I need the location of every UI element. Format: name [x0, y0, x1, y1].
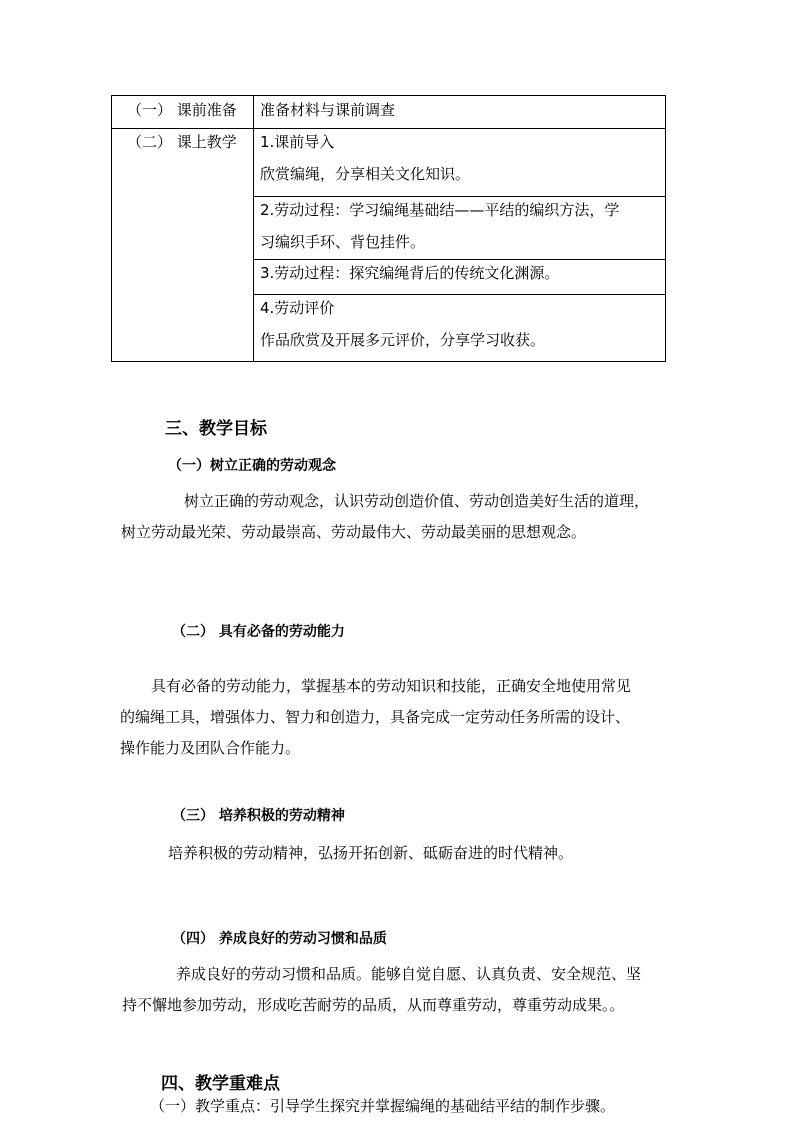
goal-paragraph-line: 持不懈地参加劳动，形成吃苦耐劳的品质，从而尊重劳动，尊重劳动成果。。 — [122, 996, 625, 1014]
step-text: 习编织手环、背包挂件。 — [260, 233, 426, 251]
section-heading: 三、教学目标 — [165, 419, 267, 439]
table-column-divider — [253, 95, 254, 361]
goal-paragraph-line: 具有必备的劳动能力，掌握基本的劳动知识和技能，正确安全地使用常见 — [151, 677, 632, 695]
goal-paragraph-line: 的编绳工具，增强体力、智力和创造力，具备完成一定劳动任务所需的设计、 — [120, 708, 631, 726]
step-detail: 作品欣赏及开展多元评价，分享学习收获。 — [260, 331, 546, 349]
key-point-line: （一）教学重点：引导学生探究并掌握编绳的基础结平结的制作步骤。 — [150, 1097, 616, 1115]
goal-heading: （二） 具有必备的劳动能力 — [172, 624, 345, 640]
table-phase-cell: （二） 课上教学 — [127, 133, 237, 151]
table-step-divider — [253, 196, 665, 197]
table-content-cell: 准备材料与课前调查 — [260, 101, 396, 119]
table-step-divider — [253, 259, 665, 260]
goal-heading: （三） 培养积极的劳动精神 — [172, 808, 345, 824]
table-step-divider — [253, 294, 665, 295]
goal-paragraph-line: 养成良好的劳动习惯和品质。能够自觉自愿、认真负责、安全规范、坚 — [176, 965, 642, 983]
goal-paragraph-line: 树立正确的劳动观念，认识劳动创造价值、劳动创造美好生活的道理， — [184, 492, 650, 510]
step-title: 1.课前导入 — [260, 133, 335, 151]
table-row-divider — [111, 128, 665, 129]
step-text: 2.劳动过程：学习编绳基础结——平结的编织方法，学 — [260, 201, 620, 219]
section-heading: 四、教学重难点 — [161, 1074, 280, 1094]
goal-paragraph-line: 操作能力及团队合作能力。 — [120, 739, 301, 757]
step-text: 3.劳动过程：探究编绳背后的传统文化渊源。 — [260, 264, 560, 282]
table-phase-cell: （一） 课前准备 — [127, 101, 237, 119]
goal-paragraph-line: 树立劳动最光荣、劳动最崇高、劳动最伟大、劳动最美丽的思想观念。 — [121, 523, 587, 541]
goal-heading: （一）树立正确的劳动观念 — [168, 458, 336, 474]
step-title: 4.劳动评价 — [260, 299, 335, 317]
goal-heading: （四） 养成良好的劳动习惯和品质 — [172, 931, 387, 947]
step-detail: 欣赏编绳，分享相关文化知识。 — [260, 165, 471, 183]
goal-paragraph-line: 培养积极的劳动精神，弘扬开拓创新、砥砺奋进的时代精神。 — [168, 844, 574, 862]
